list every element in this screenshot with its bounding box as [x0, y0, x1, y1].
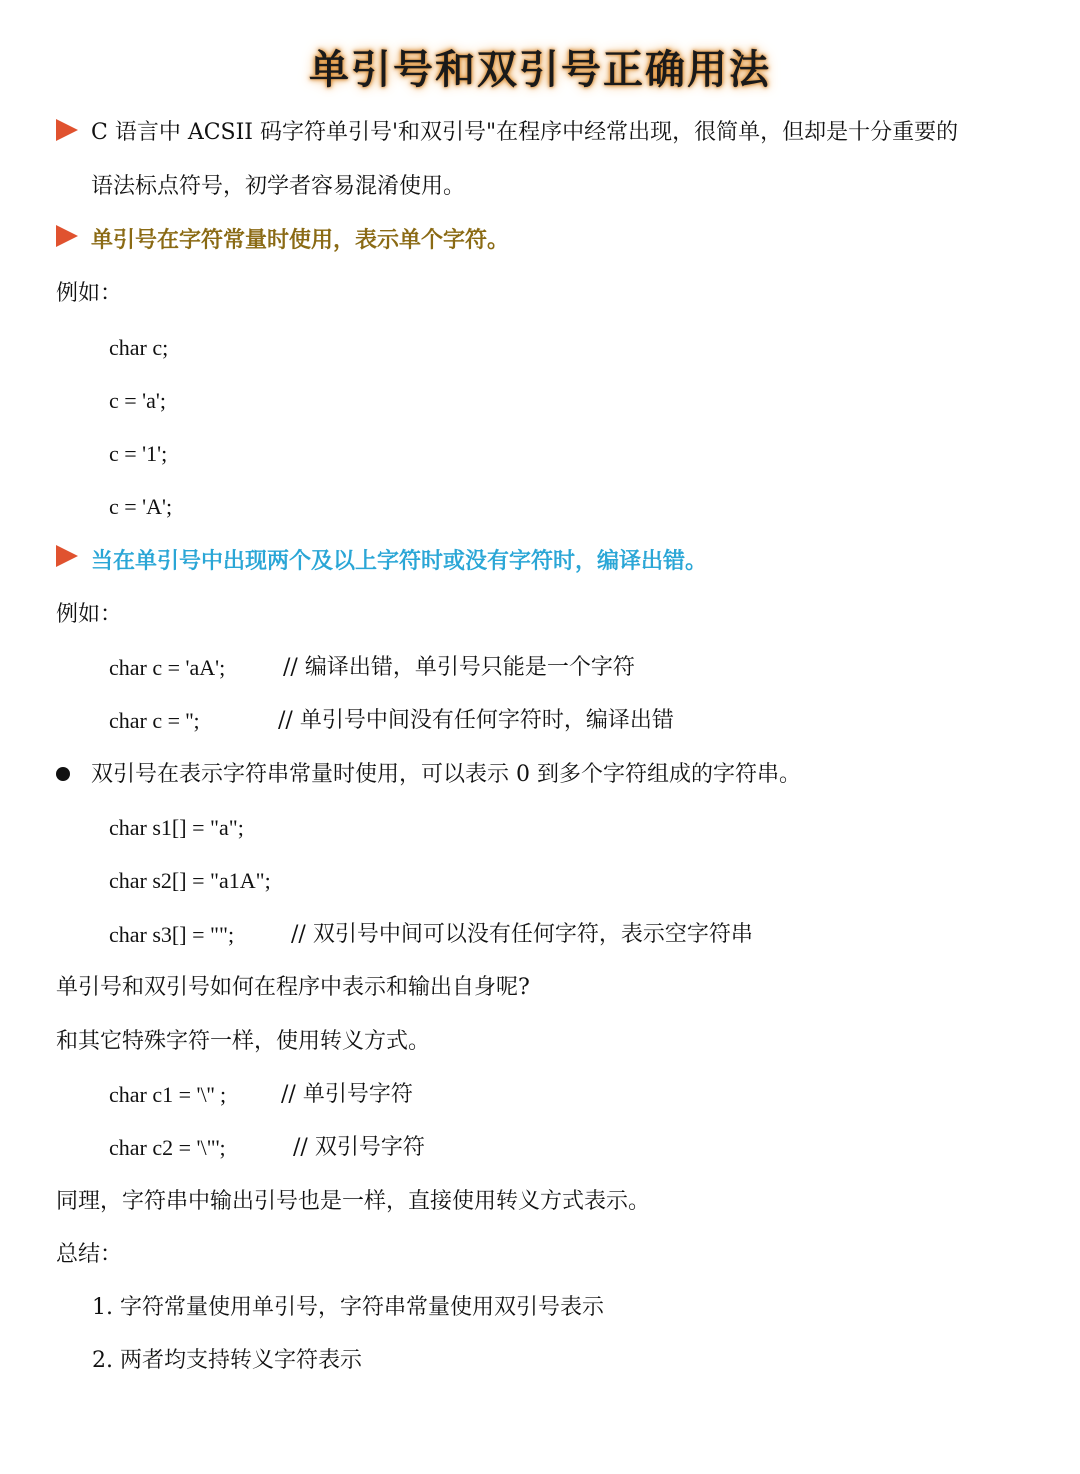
code-line: c = '1';	[109, 441, 168, 466]
code-line: char s3[] = "";	[109, 922, 235, 947]
code-line: char c;	[109, 335, 169, 360]
code-comment: // 单引号中间没有任何字符时，编译出错	[278, 708, 674, 733]
code-line: char c2 = '\"';	[109, 1135, 226, 1160]
example-label: 例如：	[56, 281, 123, 306]
point-double-quote: 双引号在表示字符串常量时使用，可以表示 0 到多个字符组成的字符串。	[91, 762, 801, 787]
triangle-bullet-icon	[56, 545, 78, 567]
summary-item: 1. 字符常量使用单引号，字符串常量使用双引号表示	[92, 1295, 604, 1320]
code-comment: // 单引号字符	[281, 1082, 413, 1107]
code-comment: // 编译出错，单引号只能是一个字符	[283, 655, 635, 680]
code-line: char s2[] = "a1A";	[109, 868, 271, 893]
intro-line-2: 语法标点符号，初学者容易混淆使用。	[91, 174, 466, 199]
code-comment: // 双引号中间可以没有任何字符，表示空字符串	[291, 922, 753, 947]
code-line: char s1[] = "a";	[109, 815, 244, 840]
example-label: 例如：	[56, 602, 123, 627]
code-comment: // 双引号字符	[293, 1135, 425, 1160]
triangle-bullet-icon	[56, 119, 78, 141]
code-line: char c = '';	[109, 708, 200, 733]
page-title: 单引号和双引号正确用法	[309, 46, 771, 93]
summary-item: 2. 两者均支持转义字符表示	[92, 1348, 362, 1373]
dot-bullet-icon	[56, 767, 70, 781]
answer-text: 和其它特殊字符一样，使用转义方式。	[56, 1029, 431, 1054]
point-compile-error: 当在单引号中出现两个及以上字符时或没有字符时，编译出错。	[91, 548, 708, 574]
summary-label: 总结：	[56, 1242, 123, 1267]
intro-line-1: C 语言中 ACSII 码字符单引号'和双引号"在程序中经常出现，很简单，但却是十分重要的	[91, 120, 959, 145]
code-line: c = 'A';	[109, 494, 173, 519]
code-line: c = 'a';	[109, 388, 166, 413]
question-text: 单引号和双引号如何在程序中表示和输出自身呢?	[56, 975, 530, 1000]
code-line: char c = 'aA';	[109, 655, 226, 680]
point-single-quote: 单引号在字符常量时使用，表示单个字符。	[91, 227, 510, 253]
code-line: char c1 = '\'' ;	[109, 1082, 227, 1107]
triangle-bullet-icon	[56, 225, 78, 247]
string-note: 同理，字符串中输出引号也是一样，直接使用转义方式表示。	[56, 1189, 651, 1214]
